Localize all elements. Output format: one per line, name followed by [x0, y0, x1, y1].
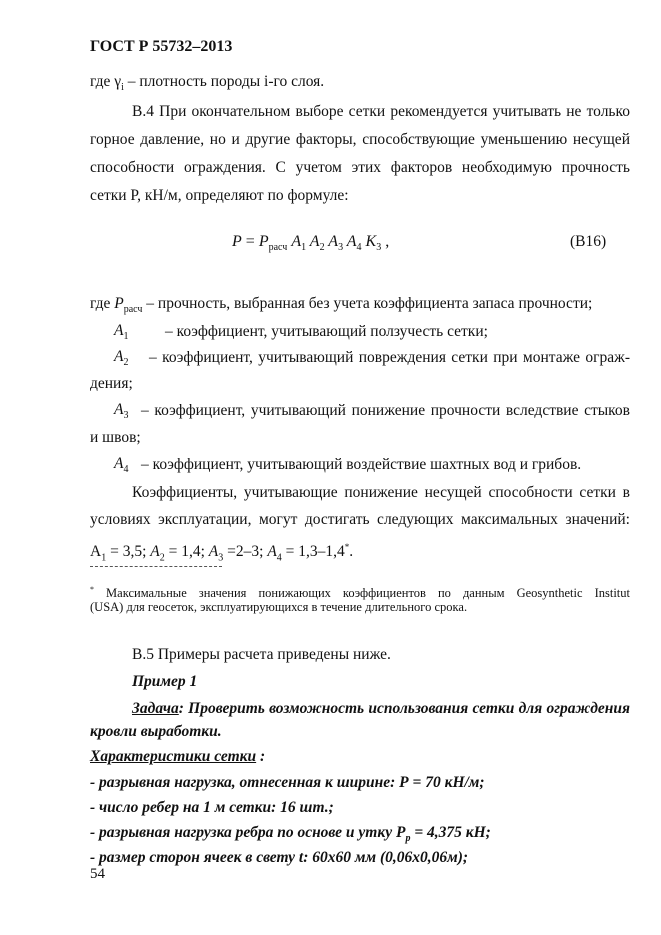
formula-b16: $P = P_{расч}$ $A_1$ $A_2$ $A_3$ $A_4$ $K_3$ ,	[232, 233, 390, 254]
document-header: ГОСТ Р 55732–2013	[90, 38, 233, 55]
para-b4-line-4: сетки Р, кН/м, определяют по формуле:	[90, 187, 349, 204]
page-number: 54	[90, 866, 105, 882]
spec-breaking-load: - разрывная нагрузка, отнесенная к ширине: Р = 70 кН/м;	[90, 774, 485, 791]
coef-a2-symbol: $A_2$	[114, 348, 129, 369]
specs-title: Характеристики сетки :	[90, 748, 266, 765]
task-line-1: Задача: Проверить возможность использования сетки для ограждения	[132, 700, 630, 717]
coef-a4-text: – коэффициент, учитывающий воздействие шахтных вод и грибов.	[141, 456, 582, 473]
para-coef-line-2: условиях эксплуатации, могут достигать следующих максимальных значений:	[90, 511, 630, 528]
footnote-line-1: * Максимальные значения понижающих коэффициентов по данным Geosynthetic Institut	[90, 585, 630, 601]
spec-cell-size: - размер сторон ячеек в свету t: 60х60 мм (0,06х0,06м);	[90, 849, 469, 866]
coef-a3-symbol: $A_3$	[114, 401, 129, 422]
para-b4-line-2: горное давление, но и другие факторы, способствующие уменьшению несущей	[90, 131, 630, 148]
coef-a1-symbol: $A_1$	[114, 322, 129, 343]
coef-a3-cont: и швов;	[90, 429, 141, 446]
para-b4-line-1: В.4 При окончательном выборе сетки рекомендуется учитывать не только	[132, 103, 630, 120]
gamma-definition: где $\gamma_i$ – плотность породы i-го слоя.	[90, 73, 325, 94]
coef-a2-cont: дения;	[90, 375, 133, 392]
footnote-line-2: (USA) для геосеток, эксплуатирующихся в течение длительного срока.	[90, 600, 468, 614]
footnote-divider	[90, 566, 222, 567]
coef-a4-symbol: $A_4$	[114, 455, 129, 476]
para-b4-line-3: способности ограждения. С учетом этих факторов необходимую прочность	[90, 159, 630, 176]
coef-a3-text: – коэффициент, учитывающий понижение прочности вследствие стыков	[141, 402, 630, 419]
coef-a1-text: – коэффициент, учитывающий ползучесть сетки;	[165, 323, 488, 340]
task-line-2: кровли выработки.	[90, 723, 222, 740]
p-definition: где $P_{расч}$ – прочность, выбранная без учета коэффициента запаса прочности;	[90, 295, 593, 316]
coef-a2-text: – коэффициент, учитывающий повреждения сетки при монтаже ограж-	[149, 349, 630, 366]
formula-number: (В16)	[570, 233, 607, 250]
para-b5: В.5 Примеры расчета приведены ниже.	[132, 646, 391, 663]
spec-rib-load: - разрывная нагрузка ребра по основе и утку $P_р = 4,375$ кН;	[90, 824, 491, 845]
example-title: Пример 1	[132, 673, 198, 690]
spec-ribs-count: - число ребер на 1 м сетки: 16 шт.;	[90, 799, 334, 816]
para-coef-line-1: Коэффициенты, учитывающие понижение несущей способности сетки в	[132, 484, 630, 501]
coef-values: $A_1 = 3,5$; $A_2 = 1,4$; $A_3 =2-3$; $A_4 = 1,3-1,4^*$.	[90, 542, 354, 564]
